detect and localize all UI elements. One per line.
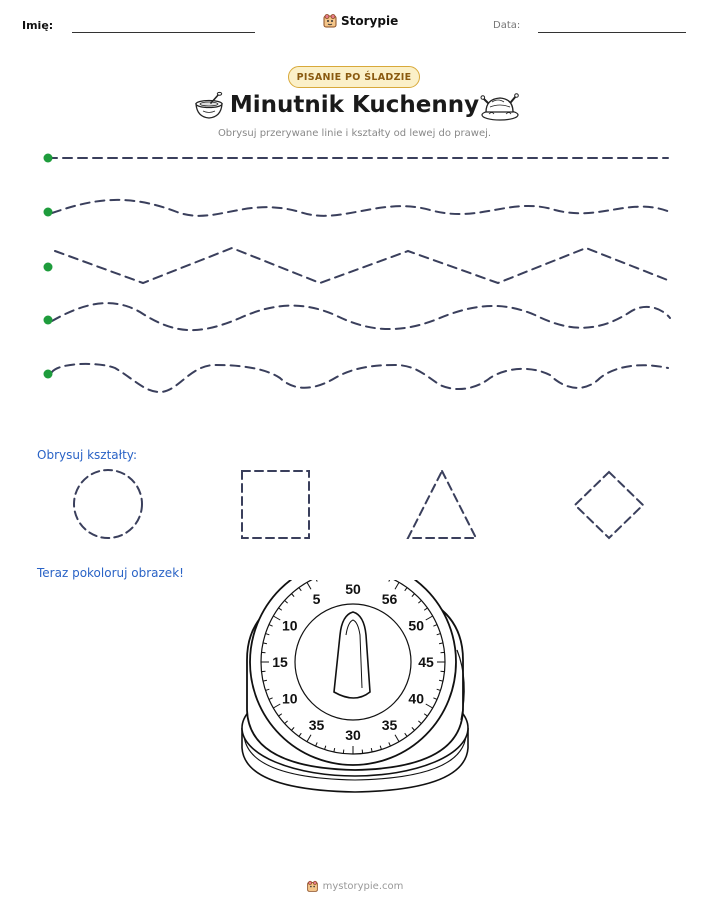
start-dot — [44, 263, 53, 272]
dial-number: 50 — [408, 617, 425, 634]
dial-number: 10 — [281, 617, 298, 634]
start-dot — [44, 154, 53, 163]
kitchen-timer-illustration[interactable] — [235, 580, 475, 800]
dial-number: 5 — [312, 590, 321, 607]
trace-shape-circle[interactable] — [74, 470, 142, 538]
trace-line-bumps[interactable] — [52, 364, 668, 392]
footer — [0, 880, 709, 893]
trace-line-wave-1[interactable] — [52, 200, 670, 216]
name-label: Imię: — [22, 19, 54, 32]
start-dot — [44, 370, 53, 379]
trace-shape-square[interactable] — [242, 471, 309, 538]
footer-url: mystorypie.com — [322, 881, 404, 892]
coloring-section-heading: Teraz pokoloruj obrazek! — [37, 566, 184, 580]
start-dot — [44, 208, 53, 217]
date-label: Data: — [493, 20, 521, 31]
dial-number: 40 — [408, 690, 425, 707]
dial-number: 15 — [272, 654, 288, 670]
dial-number: 10 — [281, 690, 298, 707]
start-dot — [44, 316, 53, 325]
trace-line-wave-2[interactable] — [52, 303, 670, 330]
shapes-section-heading: Obrysuj kształty: — [37, 448, 138, 462]
category-badge: PISANIE PO ŚLADZIE — [288, 66, 420, 88]
page-title: Minutnik Kuchenny — [229, 92, 480, 118]
dial-number: 30 — [345, 727, 361, 743]
dial-number: 45 — [418, 654, 434, 670]
turkey-icon — [480, 90, 520, 122]
tracing-lines — [0, 140, 709, 400]
dial-number: 56 — [381, 590, 398, 607]
storypie-logo-icon — [322, 13, 338, 29]
instructions-text: Obrysuj przerywane linie i kształty od lewej do prawej. — [217, 128, 492, 139]
name-line — [72, 32, 255, 33]
tracing-shapes — [0, 462, 709, 552]
dial-number: 50 — [345, 581, 361, 597]
storypie-logo-icon — [306, 880, 319, 893]
brand-logo — [322, 13, 398, 29]
trace-shape-diamond[interactable] — [575, 472, 643, 538]
brand-name: Storypie — [341, 14, 399, 28]
trace-shape-triangle[interactable] — [408, 471, 476, 538]
dial-number: 35 — [308, 717, 325, 734]
dial-number: 35 — [381, 717, 398, 734]
date-line — [538, 32, 686, 33]
trace-line-zigzag[interactable] — [55, 248, 670, 283]
